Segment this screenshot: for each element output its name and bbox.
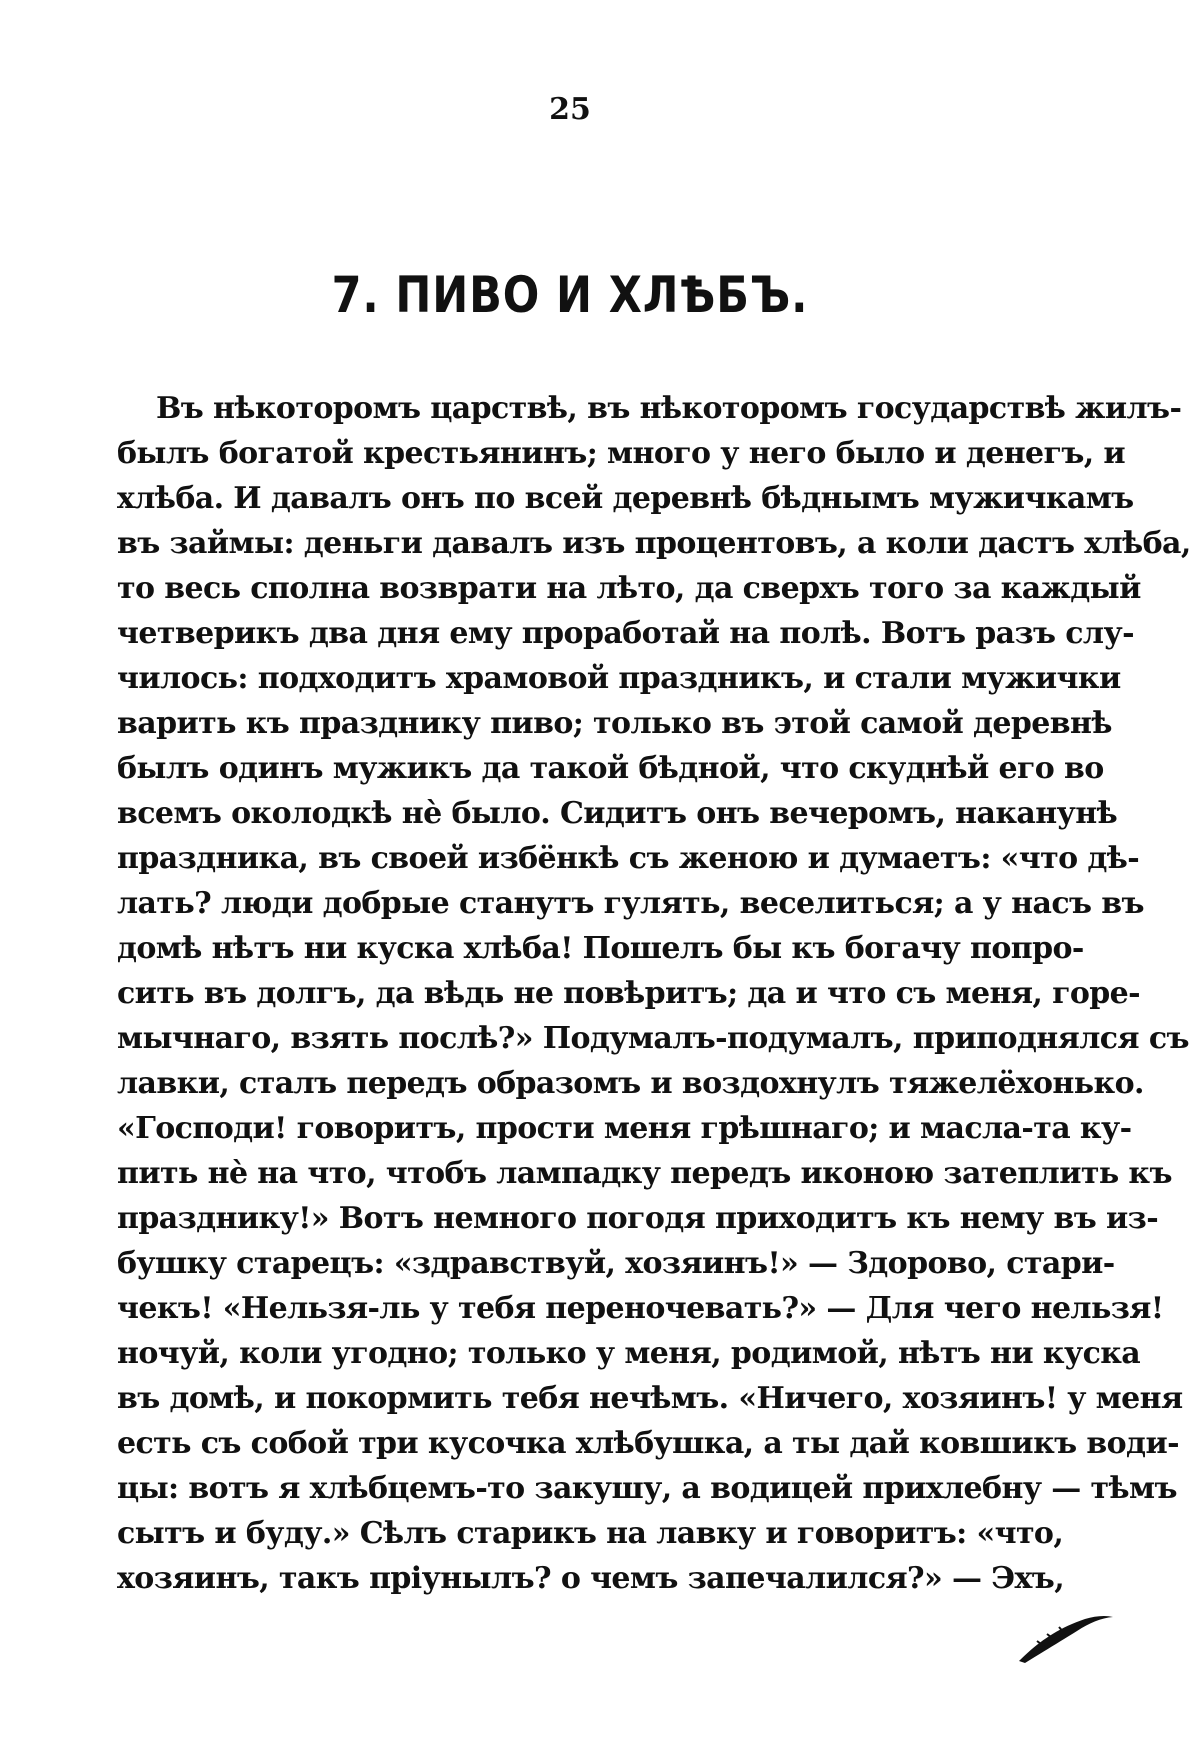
text-line: въ займы: деньги давалъ изъ процентовъ, а коли дастъ хлѣба, [117, 526, 1191, 561]
page-number: 25 [549, 92, 591, 127]
quill-mark-icon [1015, 1605, 1115, 1665]
text-line: пить нѐ на что, чтобъ лампадку передъ иконою затеплить къ [117, 1156, 1172, 1191]
text-line: сить въ долгъ, да вѣдь не повѣритъ; да и что съ меня, горе- [117, 976, 1140, 1011]
text-line: домѣ нѣтъ ни куска хлѣба! Пошелъ бы къ богачу попро- [117, 931, 1084, 966]
text-line: то весь сполна возврати на лѣто, да сверхъ того за каждый [117, 571, 1141, 606]
text-line: варить къ празднику пиво; только въ этой самой деревнѣ [117, 706, 1112, 741]
text-line: мычнаго, взять послѣ?» Подумалъ-подумалъ, приподнялся съ [117, 1021, 1189, 1056]
text-line: былъ одинъ мужикъ да такой бѣдной, что скуднѣй его во [117, 751, 1104, 786]
text-line: есть съ собой три кусочка хлѣбушка, а ты дай ковшикъ води- [117, 1426, 1179, 1461]
body-text [117, 386, 1191, 1601]
text-line: праздника, въ своей избёнкѣ съ женою и думаетъ: «что дѣ- [117, 841, 1140, 876]
chapter-title: 7. ПИВО И ХЛѢБЪ. [331, 266, 809, 324]
text-line: четверикъ два дня ему проработай на полѣ. Вотъ разъ слу- [117, 616, 1134, 651]
text-line: лать? люди добрые станутъ гулять, веселиться; а у насъ въ [117, 886, 1144, 921]
text-line: «Господи! говоритъ, прости меня грѣшнаго; и масла-та ку- [117, 1111, 1132, 1146]
text-line: сытъ и буду.» Сѣлъ старикъ на лавку и говоритъ: «что, [117, 1516, 1064, 1551]
text-line: въ домѣ, и покормить тебя нечѣмъ. «Ничего, хозяинъ! у меня [117, 1381, 1183, 1416]
text-line: Въ нѣкоторомъ царствѣ, въ нѣкоторомъ государствѣ жилъ- [156, 391, 1182, 426]
text-line: чилось: подходитъ храмовой праздникъ, и стали мужички [117, 661, 1121, 696]
text-line: лавки, сталъ передъ образомъ и воздохнулъ тяжелёхонько. [117, 1066, 1144, 1101]
text-line: чекъ! «Нельзя-ль у тебя переночевать?» — Для чего нельзя! [117, 1291, 1164, 1326]
text-line: цы: вотъ я хлѣбцемъ-то закушу, а водицей прихлебну — тѣмъ [117, 1471, 1177, 1506]
text-line: хлѣба. И давалъ онъ по всей деревнѣ бѣднымъ мужичкамъ [117, 481, 1134, 516]
text-line: всемъ околодкѣ нѐ было. Сидитъ онъ вечеромъ, наканунѣ [117, 796, 1118, 831]
text-line: празднику!» Вотъ немного погодя приходитъ къ нему въ из- [117, 1201, 1159, 1236]
text-line: хозяинъ, такъ пріунылъ? о чемъ запечалился?» — Эхъ, [117, 1561, 1065, 1596]
text-line: ночуй, коли угодно; только у меня, родимой, нѣтъ ни куска [117, 1336, 1141, 1371]
text-line: былъ богатой крестьянинъ; много у него было и денегъ, и [117, 436, 1126, 471]
text-line: бушку старецъ: «здравствуй, хозяинъ!» — Здорово, стари- [117, 1246, 1115, 1281]
